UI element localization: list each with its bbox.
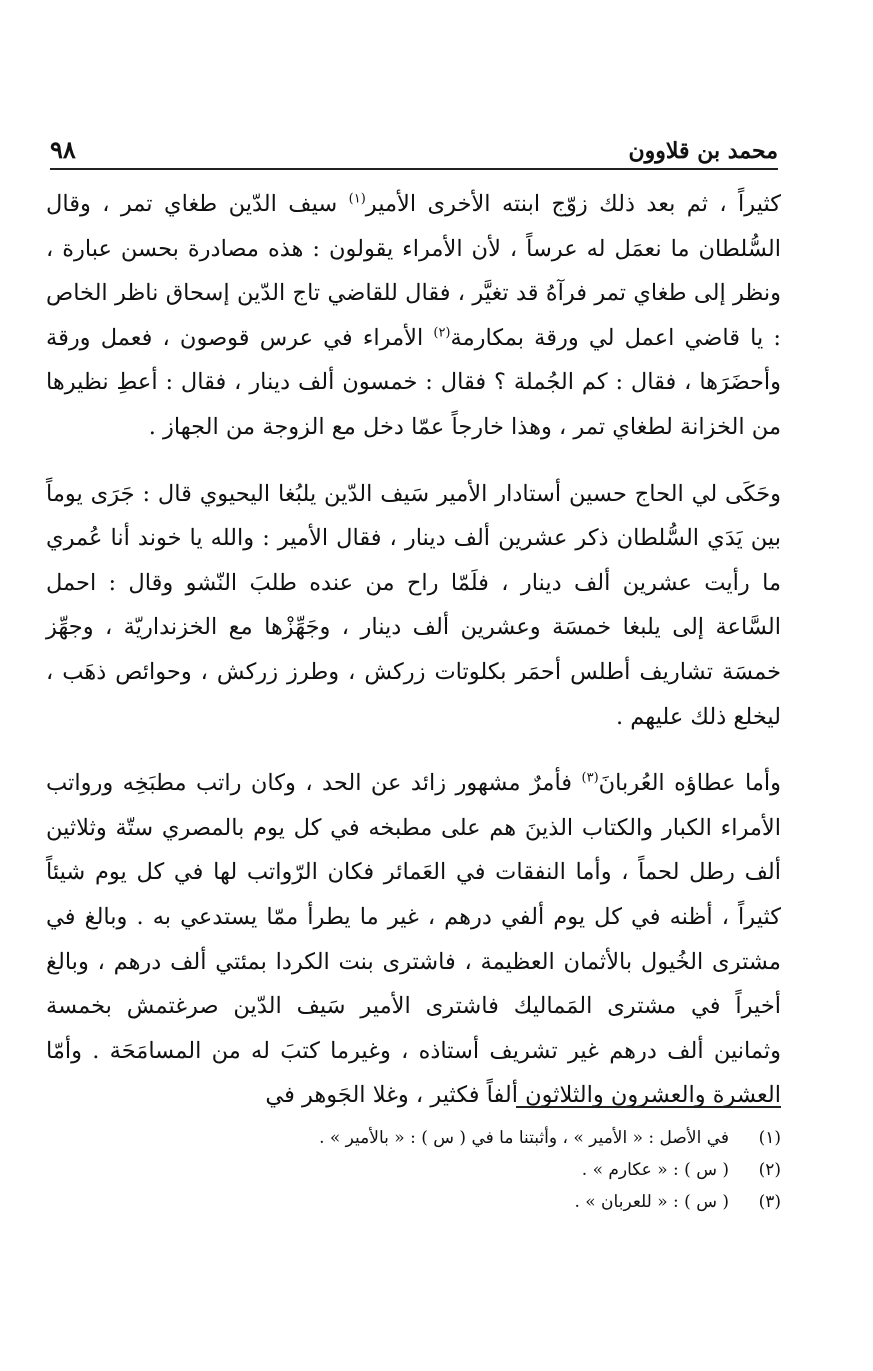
footnote-number: (٢) [758, 1160, 781, 1180]
footnote-number: (١) [758, 1128, 781, 1148]
paragraph-2: وحَكَى لي الحاج حسين أستادار الأمير سَيف الدّين يلبُغا اليحيوي قال : جَرَى يوماً بين يَدَي السُّلطان ذكر عشرين ألف دينار ، فقال الأمير : والله يا خوند أنا عُمري ما رأيت عشرين ألف دينار ، فلَمّا راح من عنده طلبَ النّشو وقال : احمل السَّاعة إلى يلبغا خمسَة وعشرين ألف دينار ، وجَهِّزْها مع الخزنداريّة ، وجهِّز خمسَة تشاريف أطلس أحمَر بكلوتات زركش ، وطرز زركش ، وحوائص ذهَب ، ليخلع ذلك عليهم . [46, 480, 781, 730]
footnote-text: ( س ) : « للعربان » . [574, 1192, 729, 1212]
paragraph-1-part-c: الأمراء في عرس قوصون ، فعمل ورقة وأحضَرَها ، فقال : كم الجُملة ؟ فقال : خمسون ألف دينار ، فقال : أعطِ نظيرها من الخزانة لطغاي تمر ، وهذا خارجاً عمّا دخل مع الزوجة من الجهاز . [46, 324, 781, 440]
page-header [50, 118, 778, 170]
paragraph-3-part-a: وأما عطاؤه العُربانَ [598, 770, 781, 797]
footnote-ref-1[interactable]: (١) [348, 191, 366, 207]
running-title: محمد بن قلاوون [628, 138, 778, 164]
page-number: ٩٨ [50, 135, 76, 164]
footnotes [200, 1122, 781, 1218]
footnote-number: (٣) [758, 1192, 781, 1212]
paragraph-3-part-b: فأمرٌ مشهور زائد عن الحد ، وكان راتب مطبَخِه ورواتب الأمراء الكبار والكتاب الذينَ هم على مطبخه في كل يوم بالمصري ستّة وثلاثين ألف رطل لحماً ، وأما النفقات في العَمائر فكان الرّواتب لها في كل يوم شيئاً كثيراً ، أظنه في كل يوم ألفي درهم ، غير ما يطرأ ممّا يستدعي به . وبالغ في مشترى الخُيول بالأثمان العظيمة ، فاشترى بنت الكردا بمئتي ألف درهم ، وبالغ أخيراً في مشترى المَماليك فاشترى الأمير سَيف الدّين صرغتمش بخمسة وثمانين ألف درهم غير تشريف أستاذه ، وغيرما كتبَ له من المسامَحَة . وأمّا العشرة والعشرون والثلاثون ألفاً فكثير ، وغلا الجَوهر في [46, 770, 781, 1109]
paragraph-1 [46, 182, 781, 450]
footnote-1 [200, 1122, 781, 1154]
main-text [46, 182, 781, 1118]
footnote-text: في الأصل : « الأمير » ، وأثبتنا ما في ( س ) : « بالأمير » . [319, 1128, 729, 1148]
footnote-ref-2[interactable]: (٢) [433, 325, 451, 341]
paragraph-1-part-a: كثيراً ، ثم بعد ذلك زوّج ابنته الأخرى الأمير [365, 191, 781, 217]
paragraph-1-part-b: سيف الدّين طغاي تمر ، وقال السُّلطان ما نعمَل له عرساً ، لأن الأمراء يقولون : هذه مصادرة بحسن عبارة ، ونظر إلى طغاي تمر فرآهُ قد تغيَّر ، فقال للقاضي تاج الدّين إسحاق ناظر الخاص : يا قاضي اعمل لي ورقة بمكارمة [46, 191, 781, 351]
paragraph-3 [46, 761, 781, 1118]
footnote-2 [200, 1154, 781, 1186]
footnote-text: ( س ) : « عكارم » . [581, 1160, 729, 1180]
footnote-ref-3[interactable]: (٣) [581, 770, 599, 786]
footnote-divider [516, 1106, 781, 1108]
footnote-3 [200, 1186, 781, 1218]
